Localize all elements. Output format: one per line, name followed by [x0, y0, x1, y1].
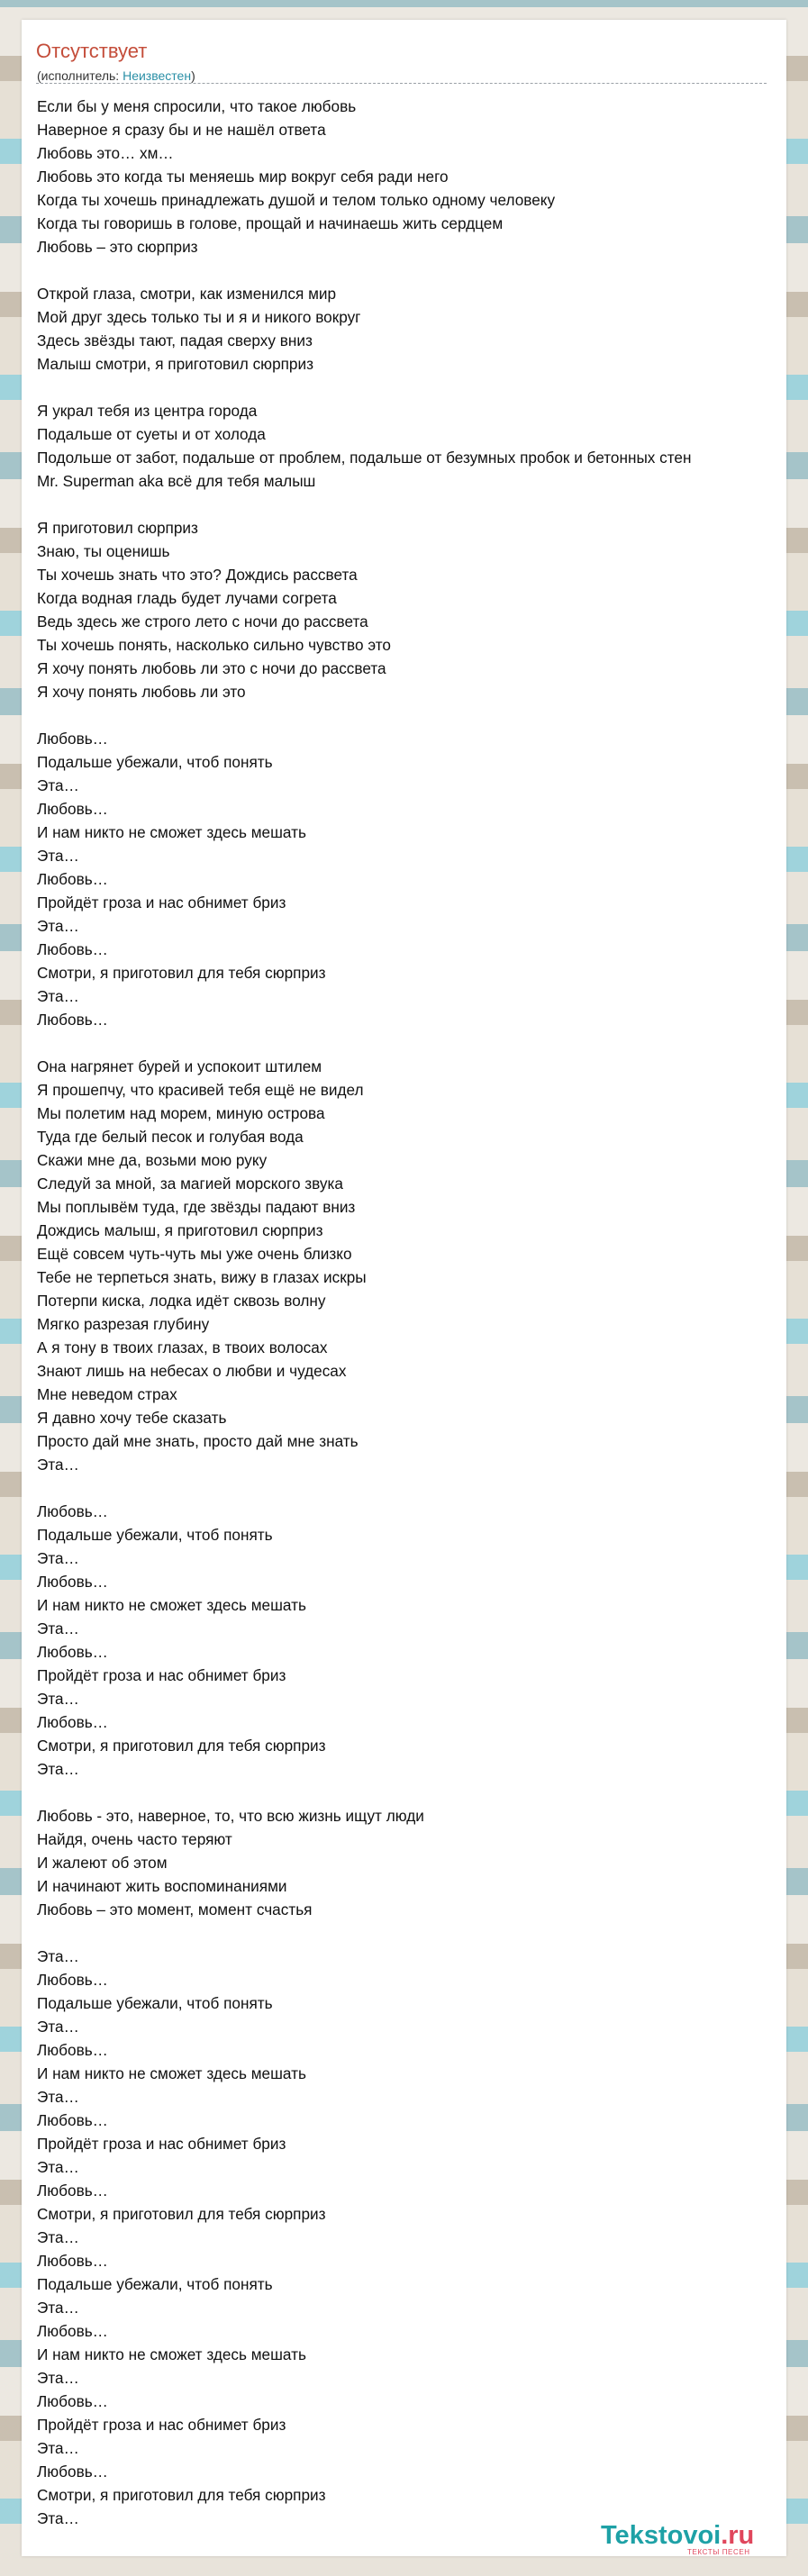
lyrics-line: Мягко разрезая глубину [37, 1315, 210, 1333]
lyrics-line: Любовь… [37, 940, 108, 958]
lyrics-line: Наверное я сразу бы и не нашёл ответа [37, 121, 326, 139]
lyrics-line: Любовь… [37, 1573, 108, 1591]
lyrics-line: Я украл тебя из центра города [37, 402, 258, 420]
lyrics-line: Просто дай мне знать, просто дай мне знать [37, 1432, 359, 1450]
lyrics-line: Знаю, ты оценишь [37, 542, 170, 560]
lyrics-line: Я давно хочу тебе сказать [37, 1409, 227, 1427]
lyrics-line: Любовь это… хм… [37, 144, 174, 162]
lyrics-line: Эта… [37, 2228, 79, 2246]
lyrics-blank-line [37, 259, 785, 282]
lyrics-line: Любовь… [37, 800, 108, 818]
lyrics-line: Подальше убежали, чтоб понять [37, 753, 273, 771]
lyrics-line: Пройдёт гроза и нас обнимет бриз [37, 893, 286, 912]
lyrics-line: Знают лишь на небесах о любви и чудесах [37, 1362, 347, 1380]
lyrics-blank-line [37, 703, 785, 727]
lyrics-line: Мне неведом страх [37, 1385, 177, 1403]
lyrics-line: И нам никто не сможет здесь мешать [37, 823, 306, 841]
lyrics-line: Малыш смотри, я приготовил сюрприз [37, 355, 313, 373]
lyrics-blank-line [37, 1781, 785, 1804]
lyrics-line: Я хочу понять любовь ли это [37, 683, 246, 701]
lyrics-blank-line [37, 376, 785, 399]
lyrics-line: Ты хочешь знать что это? Дождись рассвета [37, 566, 358, 584]
lyrics-line: Подольше от забот, подальше от проблем, подальше от безумных пробок и бетонных стен [37, 449, 692, 467]
lyrics-line: Любовь… [37, 2041, 108, 2059]
lyrics-line: Я прошепчу, что красивей тебя ещё не видел [37, 1081, 364, 1099]
lyrics-line: Любовь - это, наверное, то, что всю жизнь ищут люди [37, 1807, 424, 1825]
lyrics-line: Потерпи киска, лодка идёт сквозь волну [37, 1292, 326, 1310]
lyrics-line: Любовь – это сюрприз [37, 238, 198, 256]
lyrics-line: Скажи мне да, возьми мою руку [37, 1151, 268, 1169]
lyrics-line: Пройдёт гроза и нас обнимет бриз [37, 2135, 286, 2153]
lyrics-line: Смотри, я приготовил для тебя сюрприз [37, 2486, 326, 2504]
lyrics-line: Эта… [37, 2018, 79, 2036]
lyrics-line: Любовь… [37, 2252, 108, 2270]
lyrics-line: Мы поплывём туда, где звёзды падают вниз [37, 1198, 356, 1216]
lyrics-line: Эта… [37, 2299, 79, 2317]
lyrics-line: Эта… [37, 2509, 79, 2527]
lyrics-line: Эта… [37, 776, 79, 794]
lyrics-line: Открой глаза, смотри, как изменился мир [37, 285, 337, 303]
lyrics-line: Любовь… [37, 2181, 108, 2200]
site-logo[interactable] [601, 2522, 781, 2554]
lyrics-line: Пройдёт гроза и нас обнимет бриз [37, 2416, 286, 2434]
lyrics-line: Эта… [37, 917, 79, 935]
lyrics-text [37, 95, 785, 2530]
lyrics-blank-line [37, 1921, 785, 1945]
lyrics-line: Любовь это когда ты меняешь мир вокруг себя ради него [37, 168, 449, 186]
logo-wordmark [601, 2522, 754, 2549]
logo-domain: .ru [721, 2521, 755, 2550]
lyrics-line: Туда где белый песок и голубая вода [37, 1128, 304, 1146]
lyrics-line: Ещё совсем чуть-чуть мы уже очень близко [37, 1245, 352, 1263]
lyrics-line: Тебе не терпеться знать, вижу в глазах искры [37, 1268, 367, 1286]
lyrics-line: Найдя, очень часто теряют [37, 1830, 232, 1848]
lyrics-line: Любовь – это момент, момент счастья [37, 1900, 313, 1918]
lyrics-line: Эта… [37, 1619, 79, 1637]
lyrics-line: Эта… [37, 2439, 79, 2457]
lyrics-line: Любовь… [37, 2392, 108, 2410]
lyrics-line: Я приготовил сюрприз [37, 519, 198, 537]
lyrics-line: Эта… [37, 1456, 79, 1474]
lyrics-line: Любовь… [37, 730, 108, 748]
lyrics-line: И нам никто не сможет здесь мешать [37, 1596, 306, 1614]
lyrics-line: Смотри, я приготовил для тебя сюрприз [37, 964, 326, 982]
lyrics-line: Ведь здесь же строго лето с ночи до рассвета [37, 612, 368, 630]
lyrics-line: Подальше от суеты и от холода [37, 425, 266, 443]
lyrics-line: Любовь… [37, 1011, 108, 1029]
performer-line [37, 68, 195, 84]
lyrics-line: Эта… [37, 1549, 79, 1567]
lyrics-line: Эта… [37, 847, 79, 865]
lyrics-line: Любовь… [37, 2322, 108, 2340]
lyrics-blank-line [37, 1031, 785, 1055]
lyrics-line: Ты хочешь понять, насколько сильно чувство это [37, 636, 391, 654]
lyrics-line: Любовь… [37, 2463, 108, 2481]
title-divider [36, 83, 767, 84]
lyrics-line: И жалеют об этом [37, 1854, 168, 1872]
lyrics-line: И нам никто не сможет здесь мешать [37, 2345, 306, 2363]
performer-prefix: (исполнитель: [37, 68, 123, 83]
lyrics-line: И нам никто не сможет здесь мешать [37, 2064, 306, 2082]
lyrics-blank-line [37, 493, 785, 516]
lyrics-line: Эта… [37, 2369, 79, 2387]
lyrics-line: Она нагрянет бурей и успокоит штилем [37, 1057, 322, 1075]
lyrics-line: Любовь… [37, 1643, 108, 1661]
lyrics-line: Эта… [37, 1760, 79, 1778]
lyrics-line: Смотри, я приготовил для тебя сюрприз [37, 2205, 326, 2223]
lyrics-line: Если бы у меня спросили, что такое любовь [37, 97, 357, 115]
lyrics-line: Смотри, я приготовил для тебя сюрприз [37, 1737, 326, 1755]
lyrics-line: Эта… [37, 1690, 79, 1708]
lyrics-line: Mr. Superman aka всё для тебя малыш [37, 472, 316, 490]
logo-tagline: ТЕКСТЫ ПЕСЕН [687, 2548, 750, 2556]
lyrics-line: Когда водная гладь будет лучами согрета [37, 589, 337, 607]
lyrics-line: Подальше убежали, чтоб понять [37, 1526, 273, 1544]
lyrics-line: Любовь… [37, 2111, 108, 2129]
lyrics-line: Когда ты хочешь принадлежать душой и телом только одному человеку [37, 191, 556, 209]
lyrics-line: Любовь… [37, 870, 108, 888]
lyrics-line: Любовь… [37, 1502, 108, 1520]
lyrics-line: Мой друг здесь только ты и я и никого вокруг [37, 308, 361, 326]
logo-name: Tekstovoi [601, 2521, 722, 2550]
lyrics-line: Подальше убежали, чтоб понять [37, 1994, 273, 2012]
lyrics-line: И начинают жить воспоминаниями [37, 1877, 287, 1895]
lyrics-line: Эта… [37, 2158, 79, 2176]
performer-link[interactable]: Неизвестен [123, 68, 192, 83]
lyrics-line: Следуй за мной, за магией морского звука [37, 1175, 343, 1193]
lyrics-line: Я хочу понять любовь ли это с ночи до рассвета [37, 659, 386, 677]
lyrics-line: Любовь… [37, 1971, 108, 1989]
lyrics-line: Здесь звёзды тают, падая сверху вниз [37, 331, 313, 349]
lyrics-line: А я тону в твоих глазах, в твоих волосах [37, 1338, 328, 1356]
lyrics-line: Мы полетим над морем, миную острова [37, 1104, 325, 1122]
lyrics-line: Пройдёт гроза и нас обнимет бриз [37, 1666, 286, 1684]
lyrics-line: Любовь… [37, 1713, 108, 1731]
song-title: Отсутствует [36, 40, 148, 62]
lyrics-line: Подальше убежали, чтоб понять [37, 2275, 273, 2293]
lyrics-line: Эта… [37, 987, 79, 1005]
lyrics-line: Когда ты говоришь в голове, прощай и начинаешь жить сердцем [37, 214, 504, 232]
lyrics-line: Эта… [37, 1947, 79, 1965]
lyrics-line: Дождись малыш, я приготовил сюрприз [37, 1221, 323, 1239]
lyrics-line: Эта… [37, 2088, 79, 2106]
performer-suffix: ) [191, 68, 195, 83]
lyrics-card [22, 20, 786, 2556]
lyrics-blank-line [37, 1476, 785, 1500]
